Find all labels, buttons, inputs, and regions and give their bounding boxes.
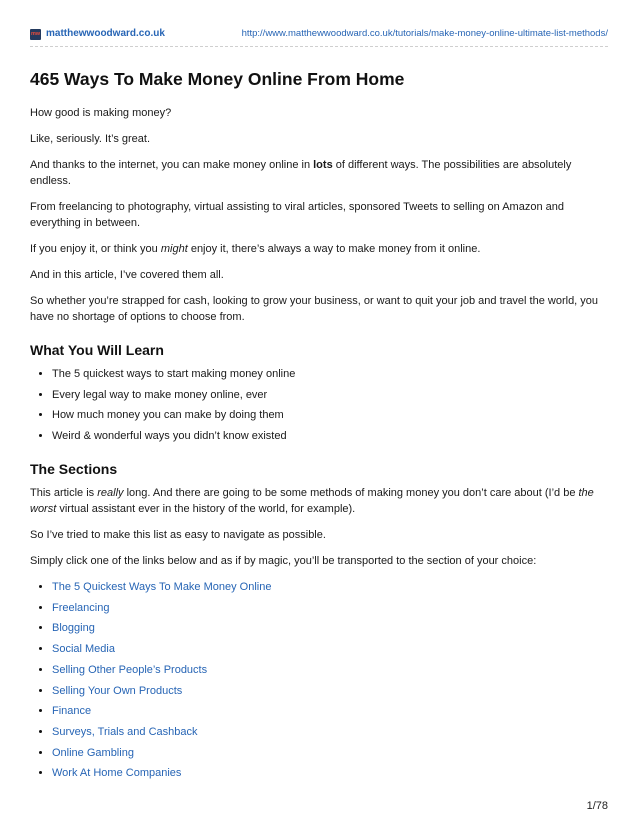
sections-intro-after: virtual assistant ever in the history of the world, for example). [56, 503, 356, 516]
site-name-link[interactable]: matthewwoodward.co.uk [46, 28, 165, 39]
sections-paragraph-2: So I’ve tried to make this list as easy to navigate as possible. [30, 529, 326, 542]
paragraph-5-before: If you enjoy it, or think you [30, 243, 161, 255]
section-link-selling-own-products[interactable]: Selling Your Own Products [52, 684, 183, 697]
paragraph-2: Like, seriously. It’s great. [30, 133, 151, 145]
section-link-finance[interactable]: Finance [52, 705, 92, 718]
page-header [30, 28, 608, 47]
paragraph-5-italic: might [160, 243, 188, 255]
list-item: • How much money you can make by doing them [52, 407, 610, 423]
learn-list [30, 366, 610, 444]
list-item [52, 579, 610, 595]
paragraph-3 [30, 157, 610, 189]
source-url-link[interactable]: http://www.matthewwoodward.co.uk/tutorials/make-money-online-ultimate-list-methods/ [241, 28, 608, 39]
list-item [52, 662, 610, 678]
paragraph-7: So whether you’re strapped for cash, looking to grow your business, or want to quit your job and travel the world, you have no shortage of options to choose from. [30, 295, 599, 323]
list-item: • The 5 quickest ways to start making money online [52, 366, 610, 382]
site-logo-icon [30, 29, 41, 40]
list-item [52, 745, 610, 761]
list-item [52, 703, 610, 719]
site-logo-text: mw [31, 31, 40, 37]
page-number: 1/78 [586, 800, 608, 812]
learn-heading: What You Will Learn [30, 342, 164, 358]
list-item [52, 641, 610, 657]
sections-intro [30, 485, 610, 517]
section-link-work-at-home[interactable]: Work At Home Companies [52, 767, 182, 780]
list-item [52, 683, 610, 699]
sections-intro-italic-1: really [97, 487, 124, 500]
paragraph-3-bold: lots [313, 159, 333, 171]
section-link-surveys[interactable]: Surveys, Trials and Cashback [52, 725, 198, 738]
list-item: • Every legal way to make money online, ever [52, 387, 610, 403]
list-item [52, 600, 610, 616]
list-item [52, 724, 610, 740]
list-item [52, 765, 610, 781]
section-link-selling-others-products[interactable]: Selling Other People’s Products [52, 663, 208, 676]
article-title: 465 Ways To Make Money Online From Home [30, 69, 405, 89]
paragraph-3-before: And thanks to the internet, you can make money online in [30, 159, 314, 171]
sections-heading: The Sections [30, 461, 118, 478]
article-body [30, 68, 610, 789]
section-link-quickest-ways[interactable]: The 5 Quickest Ways To Make Money Online [52, 581, 272, 594]
section-link-social-media[interactable]: Social Media [52, 643, 115, 656]
sections-paragraph-3: Simply click one of the links below and as if by magic, you’ll be transported to the section of your choice: [30, 555, 537, 568]
section-link-blogging[interactable]: Blogging [52, 622, 95, 635]
paragraph-5-after: enjoy it, there’s always a way to make money from it online. [187, 243, 481, 255]
section-link-freelancing[interactable]: Freelancing [52, 601, 110, 614]
section-links-list [30, 579, 610, 781]
sections-intro-before: This article is [30, 487, 98, 500]
paragraph-1: How good is making money? [30, 107, 172, 119]
paragraph-5 [30, 241, 610, 257]
sections-intro-italic-2: the worst [30, 487, 594, 516]
sections-intro-middle: long. And there are going to be some methods of making money you don’t care about (I’d be [123, 487, 579, 500]
paragraph-6: And in this article, I’ve covered them all. [30, 269, 224, 281]
section-link-online-gambling[interactable]: Online Gambling [52, 746, 134, 759]
paragraph-4: From freelancing to photography, virtual assisting to viral articles, sponsored Tweets to selling on Amazon and everything in between. [30, 201, 564, 229]
list-item: • Weird & wonderful ways you didn’t know existed [52, 428, 610, 444]
paragraph-3-after: of different ways. The possibilities are absolutely endless. [30, 159, 572, 187]
list-item [52, 620, 610, 636]
